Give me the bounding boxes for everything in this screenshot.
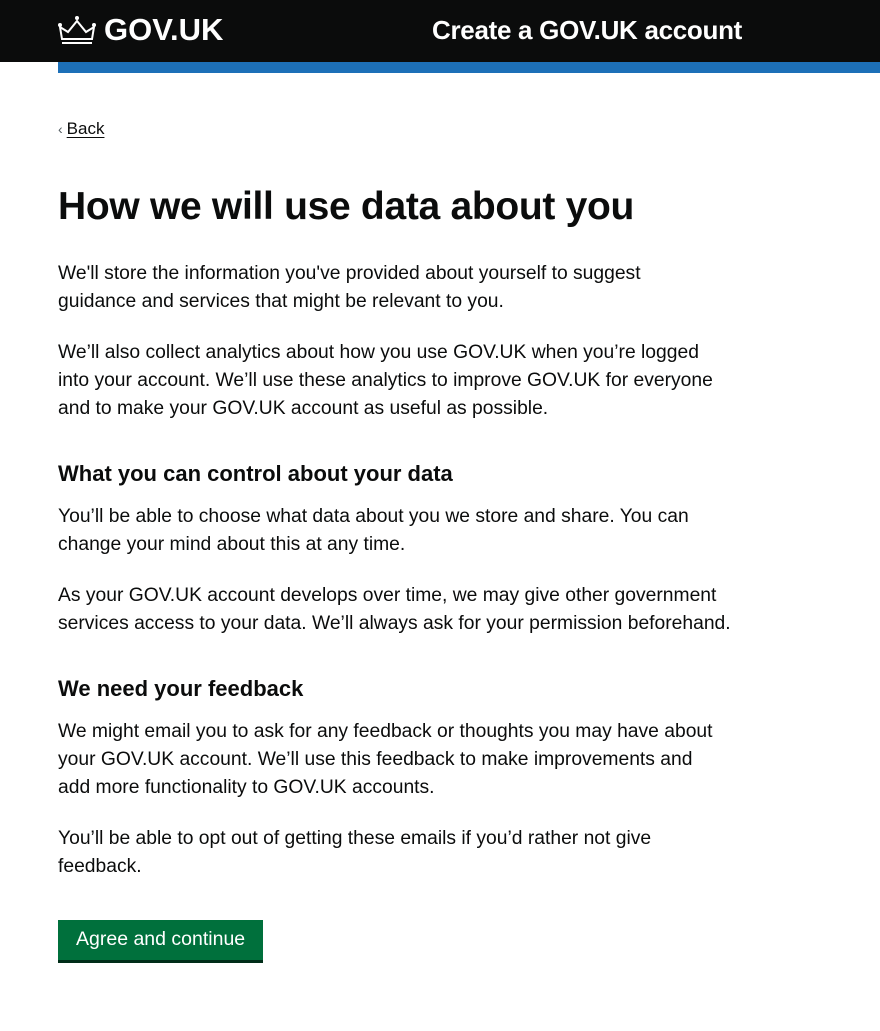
control-paragraph: You’ll be able to choose what data about you we store and share. You can change your mind about this at any time.: [58, 506, 689, 555]
main-content: [58, 184, 818, 960]
feedback-heading: We need your feedback: [58, 676, 304, 701]
feedback-paragraph: We might email you to ask for any feedback or thoughts you may have about your GOV.UK account. We’ll use this feedback to make improvements and add more functionality to GOV.UK accounts.: [58, 721, 713, 798]
govuk-logo-link[interactable]: [58, 12, 223, 48]
agree-and-continue-button[interactable]: Agree and continue: [58, 920, 263, 960]
page-title: How we will use data about you: [58, 185, 635, 228]
back-link[interactable]: Back: [66, 119, 105, 138]
service-name-link[interactable]: Create a GOV.UK account: [432, 15, 743, 45]
logo-text: GOV.UK: [104, 12, 224, 47]
intro-paragraph: We’ll also collect analytics about how you use GOV.UK when you’re logged into your account. We’ll use these analytics to improve GOV.UK for everyone and to make your GOV.UK account as useful as possible.: [58, 342, 713, 419]
chevron-left-icon: ‹: [58, 121, 63, 137]
feedback-paragraph: You’ll be able to opt out of getting these emails if you’d rather not give feedback.: [58, 828, 652, 877]
control-heading: What you can control about your data: [58, 461, 453, 486]
crown-icon: [58, 15, 96, 45]
intro-paragraph: We'll store the information you've provided about yourself to suggest guidance and services that might be relevant to you.: [58, 263, 641, 312]
control-paragraph: As your GOV.UK account develops over time, we may give other government services access to your data. We’ll always ask for your permission beforehand.: [58, 585, 731, 634]
header-accent-bar: [58, 62, 880, 73]
back-link-container: [58, 119, 104, 139]
site-header: [0, 0, 880, 62]
